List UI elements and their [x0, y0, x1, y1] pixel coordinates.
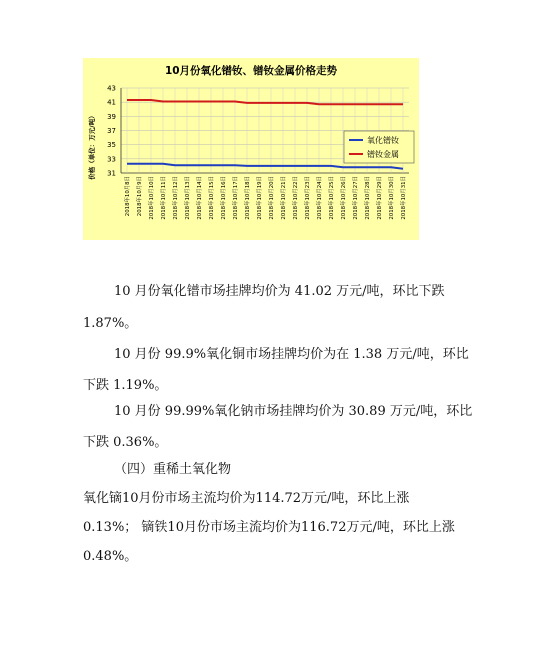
- x-tick-label: 2018年10月14日: [197, 176, 203, 220]
- x-tick-label: 2018年10月27日: [353, 176, 359, 220]
- x-tick-label: 2018年10月11日: [161, 176, 167, 220]
- paragraph-1-line-1: 10 月份氧化镨市场挂牌均价为 41.02 万元/吨，环比下跌: [114, 284, 445, 299]
- y-tick-label: 39: [107, 112, 116, 121]
- x-tick-label: 2018年10月24日: [317, 176, 323, 220]
- chart-title: 10月份氧化镨钕、镨钕金属价格走势: [164, 65, 338, 77]
- paragraph-2-line-1: 10 月份 99.9%氧化铜市场挂牌均价为在 1.38 万元/吨，环比: [114, 347, 469, 362]
- y-tick-label: 31: [107, 169, 116, 178]
- paragraph-4-line-3: 0.48%。: [83, 549, 138, 564]
- x-tick-label: 2018年10月31日: [401, 176, 407, 220]
- y-tick-label: 37: [107, 127, 116, 135]
- price-trend-chart: [83, 58, 419, 240]
- x-tick-label: 2018年10月20日: [269, 176, 275, 220]
- x-tick-label: 2018年10月16日: [221, 176, 227, 220]
- x-tick-label: 2018年10月22日: [293, 176, 299, 220]
- x-tick-label: 2018年10月29日: [377, 176, 383, 220]
- x-tick-label: 2018年10月19日: [257, 176, 263, 220]
- x-tick-label: 2018年10月25日: [329, 176, 335, 220]
- x-tick-label: 2018年10月23日: [305, 176, 311, 220]
- legend-label-series-1: 氧化镨钕: [367, 136, 399, 145]
- x-tick-label: 2018年10月18日: [245, 176, 251, 220]
- paragraph-3-line-2: 下跌 0.36%。: [83, 435, 168, 450]
- y-tick-labels: [107, 85, 116, 178]
- x-tick-label: 2018年10月21日: [281, 176, 287, 220]
- x-tick-label: 2018年10月30日: [389, 176, 395, 220]
- y-tick-label: 43: [107, 84, 116, 93]
- paragraph-4-line-1: 氧化镝10月份市场主流均价为114.72万元/吨，环比上涨: [83, 491, 410, 506]
- legend: [344, 131, 414, 163]
- x-tick-label: 2018年10月9日: [137, 176, 143, 217]
- series-line-1: [127, 164, 403, 169]
- section-heading: （四）重稀土氧化物: [114, 462, 232, 477]
- x-tick-label: 2018年10月13日: [185, 176, 191, 220]
- y-tick-label: 41: [107, 98, 116, 107]
- y-tick-label: 35: [107, 141, 116, 150]
- paragraph-2-line-2: 下跌 1.19%。: [83, 378, 168, 393]
- legend-label-series-2: 镨钕金属: [367, 150, 399, 159]
- y-axis-label: 价格（单位：万元/吨）: [88, 112, 96, 180]
- x-tick-label: 2018年10月12日: [173, 176, 179, 220]
- x-tick-label: 2018年10月10日: [149, 176, 155, 220]
- x-tick-labels: [123, 176, 407, 220]
- paragraph-1-line-2: 1.87%。: [83, 316, 138, 331]
- x-tick-label: 2018年10月15日: [209, 176, 215, 220]
- y-tick-label: 33: [107, 155, 116, 164]
- x-tick-label: 2018年10月8日: [125, 176, 131, 217]
- chart-canvas: [83, 58, 419, 240]
- paragraph-4-line-2: 0.13%； 镝铁10月份市场主流均价为116.72万元/吨，环比上涨: [83, 520, 455, 535]
- x-tick-label: 2018年10月17日: [233, 176, 239, 220]
- x-tick-label: 2018年10月28日: [365, 176, 371, 220]
- paragraph-3-line-1: 10 月份 99.99%氧化钠市场挂牌均价为 30.89 万元/吨，环比: [114, 404, 473, 419]
- x-tick-label: 2018年10月26日: [341, 176, 347, 220]
